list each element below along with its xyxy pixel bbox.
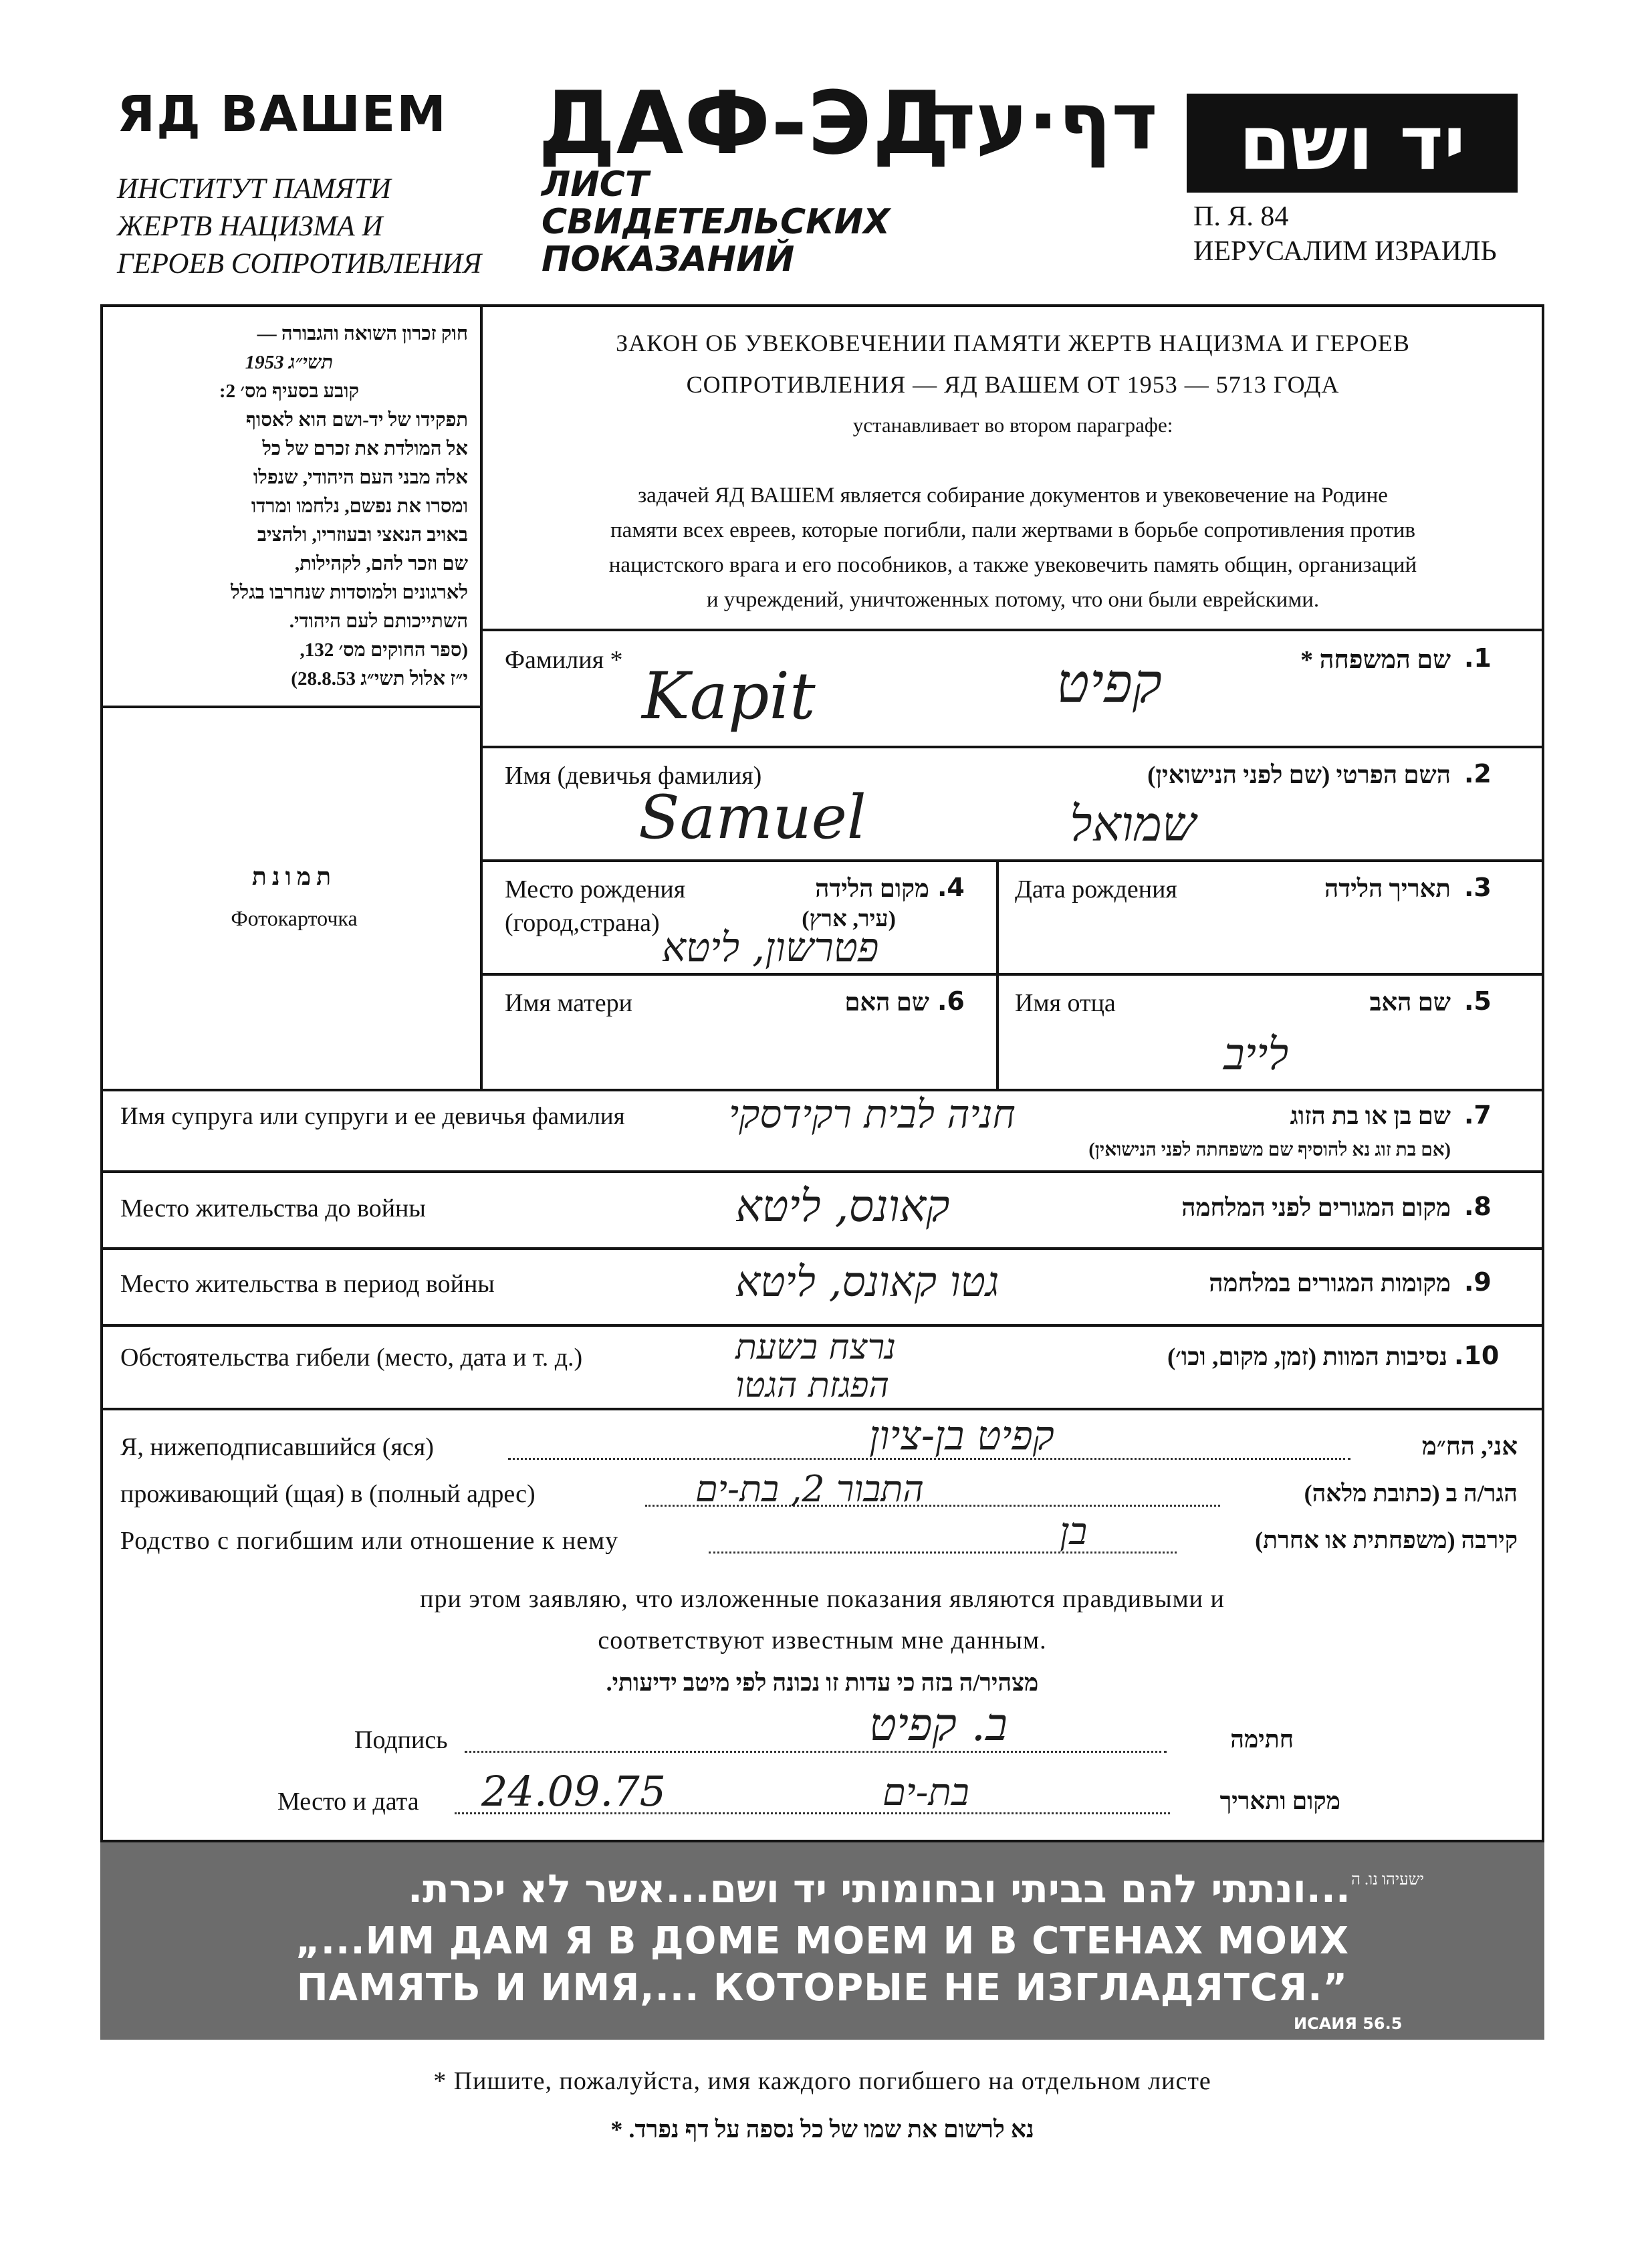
header-center-subtitle bbox=[542, 166, 890, 278]
field-7-number: .7 bbox=[1464, 1100, 1492, 1130]
field-7-value[interactable]: חניה לבית רקידסקי bbox=[729, 1091, 1016, 1137]
left-column-divider bbox=[480, 304, 483, 1090]
field-10-value-line-2[interactable]: הפגזת הגטו bbox=[735, 1366, 889, 1406]
decl-statement-ru-line-1: при этом заявляю, что изложенные показания являются правдивыми и bbox=[420, 1585, 1225, 1613]
field-5-label-he: שם האב bbox=[1369, 989, 1451, 1017]
decl-signer-label-ru: Я, нижеподписавшийся (яся) bbox=[120, 1433, 434, 1461]
law-he-line: קובע בסעיף מס׳ 2: bbox=[219, 381, 360, 402]
field-4-label-ru-2: (город,страна) bbox=[505, 909, 660, 937]
law-box-bottom bbox=[480, 629, 1544, 631]
field-5-label-ru: Имя отца bbox=[1015, 989, 1116, 1017]
field-10-value-line-1[interactable]: נרצח בשעת bbox=[735, 1327, 897, 1368]
place-date-label-he: מקום ותאריך bbox=[1219, 1788, 1340, 1814]
row-9-10-divider bbox=[100, 1324, 1544, 1327]
signature-value[interactable]: ב. קפיט bbox=[869, 1699, 1008, 1751]
field-10-label-he: נסיבות המוות (זמן, מקום, וכו׳) bbox=[1167, 1344, 1447, 1371]
header-right-code: П. Я. 84 bbox=[1193, 201, 1289, 232]
field-8-number: .8 bbox=[1464, 1192, 1492, 1221]
law-he-line: ומסרו את נפשם, נלחמו ומרדו bbox=[251, 496, 468, 517]
law-russian-intro: устанавливает во втором параграфе: bbox=[852, 413, 1173, 437]
signature-label-he: חתימה bbox=[1230, 1726, 1294, 1753]
field-6-number: .6 bbox=[937, 986, 965, 1016]
field-2-number: .2 bbox=[1464, 759, 1492, 788]
banner-hebrew-quote: ...ונתתי להם בביתי ובחומותי יד ושם...אשר לא יכרת. bbox=[408, 1866, 1350, 1911]
row-7-8-divider bbox=[100, 1170, 1544, 1173]
field-6-label-ru: Имя матери bbox=[505, 989, 632, 1017]
law-ru-body-line: нацистского врага и его пособников, а также увековечить память общин, организаций bbox=[608, 553, 1417, 577]
header-center-title-hebrew: דף·עד bbox=[929, 75, 1158, 167]
row-3-5-divider bbox=[480, 973, 1544, 976]
field-1-value-latin[interactable]: Kapit bbox=[642, 659, 816, 734]
field-3-label-he: תאריך הלידה bbox=[1324, 875, 1451, 903]
row-10-decl-divider bbox=[100, 1408, 1544, 1410]
decl-relation-label-he: קירבה (משפחתית או אחרת) bbox=[1255, 1527, 1518, 1554]
col-3-4-divider bbox=[996, 859, 999, 1090]
field-8-label-ru: Место жительства до войны bbox=[120, 1194, 426, 1222]
field-3-number: .3 bbox=[1464, 873, 1492, 902]
photo-label-russian: Фотокарточка bbox=[231, 906, 358, 930]
field-9-number: .9 bbox=[1464, 1267, 1492, 1297]
law-left-bottom bbox=[100, 706, 481, 708]
header-right-city: ИЕРУСАЛИМ ИЗРАИЛЬ bbox=[1193, 236, 1497, 267]
field-5-value[interactable]: לייב bbox=[1223, 1029, 1289, 1080]
field-9-label-ru: Место жительства в период войны bbox=[120, 1270, 495, 1298]
field-1-label-ru: Фамилия * bbox=[505, 646, 623, 674]
law-he-line: (ספר החוקים מס׳ 132, bbox=[300, 639, 468, 661]
field-4-number: .4 bbox=[937, 873, 965, 902]
field-4-label-he-2: (עיר, ארץ) bbox=[802, 907, 896, 932]
law-ru-body-line: памяти всех евреев, которые погибли, пали жертвами в борьбе сопротивления против bbox=[610, 518, 1415, 542]
header-center-subtitle-line-3: ПОКАЗАНИЙ bbox=[542, 239, 795, 280]
law-he-line: אלה מבני העם היהודי, שנפלו bbox=[253, 467, 468, 488]
header-left-subtitle-line-3: ГЕРОЕВ СОПРОТИВЛЕНИЯ bbox=[117, 248, 482, 280]
field-2-label-he: השם הפרטי (שם לפני הנישואין) bbox=[1147, 762, 1451, 789]
header-left-title: ЯД ВАШЕМ bbox=[117, 86, 447, 143]
header-center-subtitle-line-1: ЛИСТ bbox=[542, 165, 649, 205]
law-he-line: באויב הנאצי ובעוזריו, ולהציב bbox=[257, 524, 468, 546]
field-2-value-latin[interactable]: Samuel bbox=[638, 782, 866, 853]
field-1-label-he: שם המשפחה * bbox=[1300, 646, 1451, 674]
decl-relation-value[interactable]: בן bbox=[1060, 1510, 1088, 1554]
law-ru-title-line-1: ЗАКОН ОБ УВЕКОВЕЧЕНИИ ПАМЯТИ ЖЕРТВ НАЦИЗМА И ГЕРОЕВ bbox=[616, 330, 1410, 356]
signature-label-ru: Подпись bbox=[354, 1726, 448, 1754]
field-5-number: .5 bbox=[1464, 986, 1492, 1016]
law-he-line: תפקידו של יד-ושם הוא לאסוף bbox=[245, 409, 468, 431]
law-he-line: שם וזכר להם, לקהילות, bbox=[294, 553, 468, 574]
field-9-value[interactable]: גטו קאונס, ליטא bbox=[735, 1257, 999, 1306]
field-7-label-he-note: (אם בת זוג נא להוסיף שם משפחתה לפני הנישואין) bbox=[1088, 1140, 1451, 1160]
field-10-number: .10 bbox=[1454, 1341, 1500, 1370]
decl-address-label-ru: проживающий (щая) в (полный адрес) bbox=[120, 1480, 536, 1508]
header-left-subtitle bbox=[117, 171, 481, 283]
law-he-line: אל המולדת את זכרם של כל bbox=[262, 438, 468, 459]
law-russian-body bbox=[505, 478, 1521, 617]
law-hebrew-text bbox=[110, 320, 468, 693]
field-2-value-hebrew[interactable]: שמואל bbox=[1070, 796, 1196, 852]
place-date-label-ru: Место и дата bbox=[277, 1788, 419, 1816]
field-8-value[interactable]: קאונס, ליטא bbox=[735, 1180, 950, 1232]
field-6-label-he: שם האם bbox=[844, 989, 929, 1017]
field-4-label-ru: Место рождения bbox=[505, 875, 686, 903]
decl-statement-ru bbox=[134, 1578, 1511, 1661]
decl-address-value[interactable]: התבור 2, בת-ים bbox=[695, 1468, 924, 1510]
field-1-value-hebrew[interactable]: קפיט bbox=[1056, 652, 1162, 716]
signature-line bbox=[465, 1751, 1167, 1753]
law-russian-title bbox=[488, 322, 1538, 405]
decl-signer-value[interactable]: קפיט בן-ציון bbox=[869, 1412, 1054, 1459]
place-date-value[interactable]: 24.09.75 bbox=[481, 1767, 667, 1816]
banner-russian-ref: ИСАИЯ 56.5 bbox=[1294, 2014, 1403, 2033]
place-date-place-value[interactable]: בת-ים bbox=[882, 1771, 969, 1814]
law-he-line: י״ז אלול תשי״ג 28.8.53) bbox=[291, 668, 468, 689]
law-ru-body-line: и учреждений, уничтоженных потому, что они были еврейскими. bbox=[706, 588, 1320, 612]
decl-relation-line bbox=[709, 1552, 1177, 1554]
banner-russian-line-2: ПАМЯТЬ И ИМЯ,... КОТОРЫЕ НЕ ИЗГЛАДЯТСЯ.” bbox=[296, 1966, 1348, 2010]
decl-signer-label-he: אני, הח״מ bbox=[1421, 1433, 1518, 1461]
field-3-label-ru: Дата рождения bbox=[1015, 875, 1177, 903]
header-center-title: ДАФ-ЭД bbox=[538, 72, 951, 174]
decl-statement-he: מצהיר/ה בזה כי עדות זו נכונה לפי מיטב ידיעותי. bbox=[606, 1669, 1039, 1696]
photo-label-hebrew: תמונת bbox=[251, 863, 337, 890]
footer-note-he: נא לרשום את שמו של כל נספה על דף נפרד. * bbox=[610, 2116, 1034, 2143]
law-ru-body-line: задачей ЯД ВАШЕМ является собирание документов и увековечение на Родине bbox=[638, 484, 1388, 508]
footer-note-ru: * Пишите, пожалуйста, имя каждого погибшего на отдельном листе bbox=[433, 2067, 1211, 2095]
banner-hebrew-ref: ישעיהו נו. ה bbox=[1351, 1871, 1424, 1889]
field-9-label-he: מקומות המגורים במלחמה bbox=[1209, 1270, 1451, 1297]
law-he-line: לארגונים ולמוסדות שנחרבו בגלל bbox=[231, 582, 468, 603]
banner-russian-line-1: „...ИМ ДАМ Я В ДОМЕ МОЕМ И В СТЕНАХ МОИХ bbox=[295, 1919, 1350, 1963]
field-1-number: .1 bbox=[1464, 643, 1492, 673]
header-logo-text: יד ושם bbox=[1238, 100, 1466, 187]
row-2-3-divider bbox=[480, 859, 1544, 862]
header-left-subtitle-line-2: ЖЕРТВ НАЦИЗМА И bbox=[117, 211, 383, 242]
law-he-line: תשי״ג 1953 bbox=[245, 352, 334, 373]
field-8-label-he: מקום המגורים לפני המלחמה bbox=[1181, 1194, 1451, 1222]
field-10-label-ru: Обстоятельства гибели (место, дата и т. д.) bbox=[120, 1344, 583, 1372]
row-1-2-divider bbox=[480, 746, 1544, 748]
law-he-line: חוק זכרון השואה והגבורה — bbox=[257, 323, 468, 344]
row-8-9-divider bbox=[100, 1247, 1544, 1250]
decl-address-label-he: הגר/ה ב (כתובת מלאה) bbox=[1304, 1480, 1518, 1507]
law-he-line: השתייכותם לעם היהודי. bbox=[289, 611, 468, 632]
field-7-label-ru: Имя супруга или супруги и ее девичья фамилия bbox=[120, 1103, 625, 1130]
decl-relation-label-ru: Родство с погибшим или отношение к нему bbox=[120, 1527, 619, 1555]
law-ru-title-line-2: СОПРОТИВЛЕНИЯ — ЯД ВАШЕМ ОТ 1953 — 5713 ГОДА bbox=[686, 371, 1340, 398]
decl-statement-ru-line-2: соответствуют известным мне данным. bbox=[598, 1626, 1047, 1654]
header-center-subtitle-line-2: СВИДЕТЕЛЬСКИХ bbox=[542, 202, 891, 242]
field-7-label-he: שם בן או בת הזוג bbox=[1290, 1103, 1451, 1130]
field-4-label-he: מקום הלידה bbox=[815, 875, 929, 903]
field-2-label-ru: Имя (девичья фамилия) bbox=[505, 762, 762, 790]
field-4-value[interactable]: פטרשון, ליטא bbox=[662, 924, 879, 971]
header-left-subtitle-line-1: ИНСТИТУТ ПАМЯТИ bbox=[117, 173, 391, 205]
